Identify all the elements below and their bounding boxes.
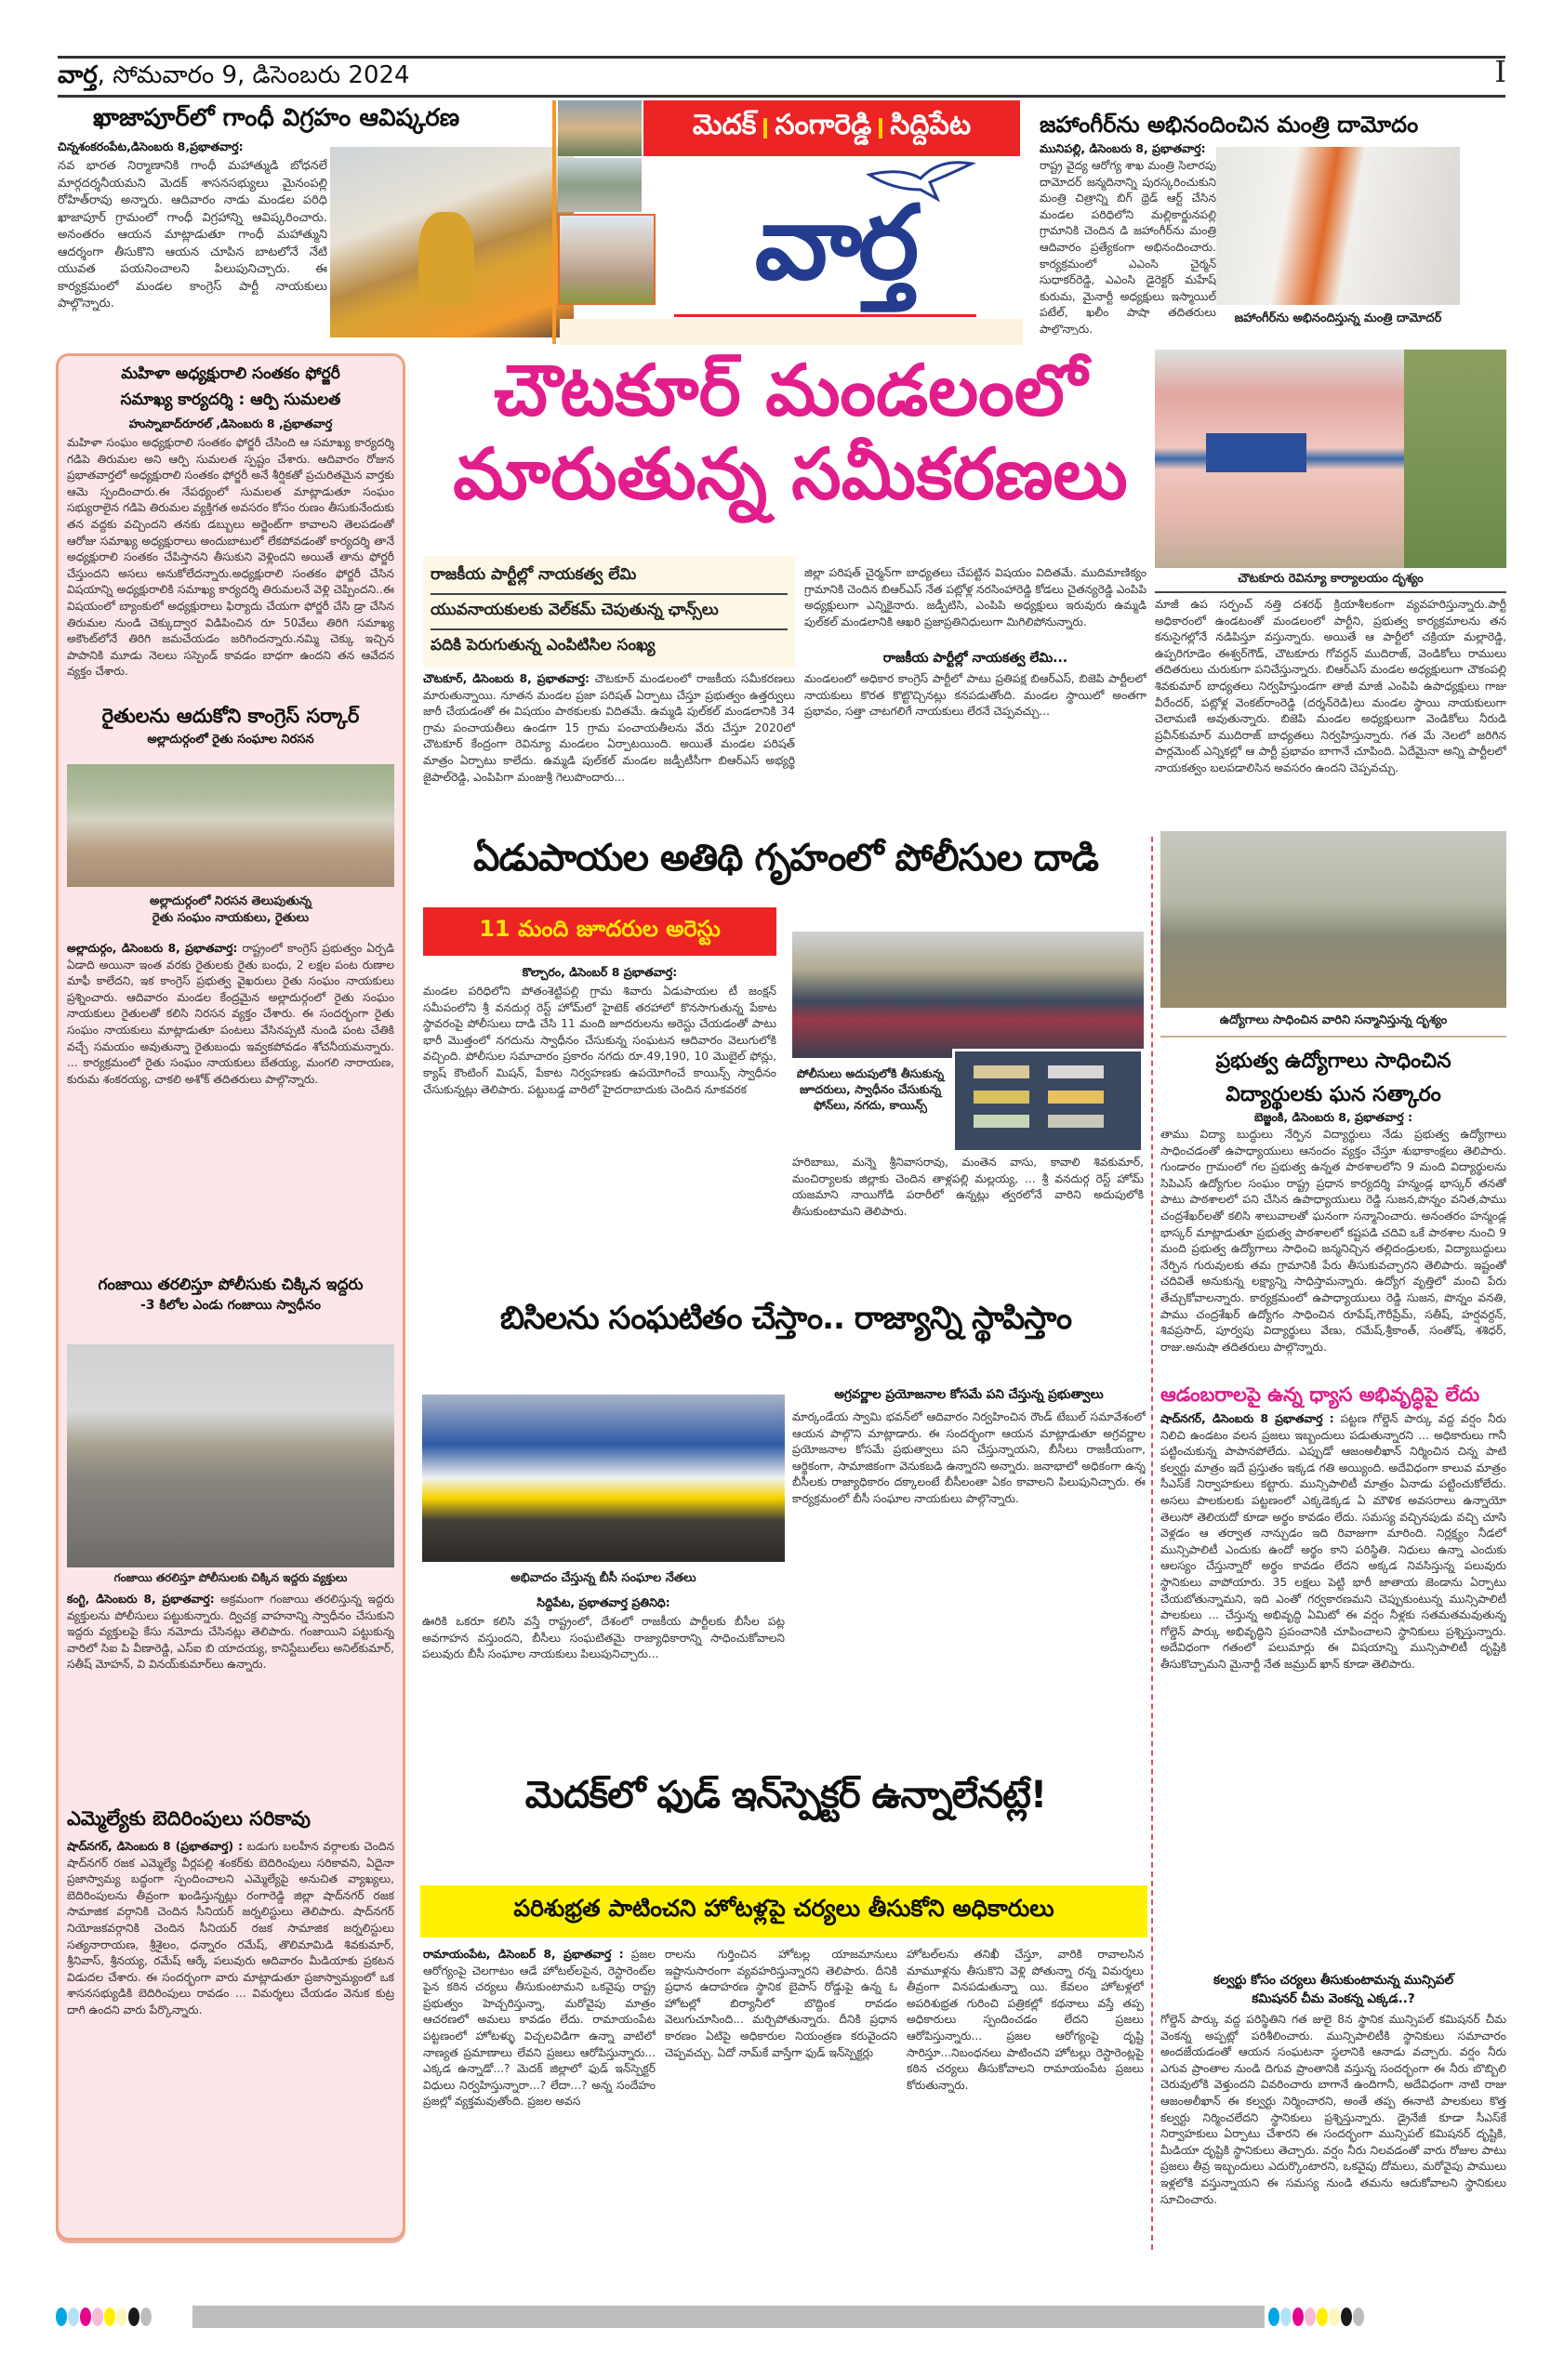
- forgery-dateline: హుస్నాబాద్‌రూరల్ ,డిసెంబరు 8 ,ప్రభాతవార్త: [128, 416, 333, 430]
- gandhi-body: నవ భారత నిర్మాణానికి గాంధీ మహాత్ముడి బోధనలే మార్గదర్శనీయమని మెదక్ శాసనసభ్యులు మైనంపల్లి రోహిత్‌రావు అన్నారు. ఆదివారం నాడు మండల పరిధి ఖాజాపూర్ గ్రామంలో గాంధీ విగ్రహాన్ని ఆవిష్కరించారు. అనంతరం ఆయన మాట్లాడుతూ గాంధీ మహాత్ముని ఆదర్శంగా తీసుకొని ఆయన చూపిన బాటలోనే నేటి యువత పయనించాలని పిలుపునిచ్చారు. ఈ కార్యక్రమంలో మండల కాంగ్రెస్ పార్టీ నాయకులు పాల్గొన్నారు.: [58, 159, 327, 311]
- light-cyan-dot: [68, 2307, 79, 2326]
- banknote: [974, 1115, 1029, 1128]
- ganja-subhead: -3 కిలోల ఎండు గంజాయి స్వాధీనం: [139, 1298, 322, 1313]
- forgery-body: మహిళా సంఘం అధ్యక్షురాలి సంతకం ఫోర్జరీ చేసింది ఆ సమాఖ్య కార్యదర్శి గడిపె తిరుమల అని ఆర్పి సుమలత స్పష్టం చేశారు. ఆదివారం రోజున ప్రభాతవార్తలో అధ్యక్షురాలి సంతకం ఫోర్జరీ అనే శీర్షికతో ప్రచురితమైన వార్తకు ఆమె స్పందించారు.ఈ నేపథ్యంలో సుమలత మాట్లాడుతూ సంఘం సభ్యురాలైన గడిపె తిరుమల వ్యక్తిగత అవసరం కోసం రుణం తీసుకునేందుకు తన వద్దకు వచ్చిందని తనకు డబ్బులు అర్జెంట్‌గా కావాలని తెలపడంతో ఆరోజు సమాఖ్య అధ్యక్షురాలు అందుబాటులో లేకపోవడంతో కార్యదర్శి తానే అధ్యక్షురాలి సంతకం చేపిస్తానని తీసుకుని వెళ్లిందని అయితే తాను ఫోర్జరీ చేస్తుందని అసలు అనుకోలేదన్నారు.అధ్యక్షురాలి సంతకం ఫోర్జరీ చేసిన విషయాన్ని అధ్యక్షురాలికి సమాఖ్య కార్యదర్శి తిరుమలనే వెళ్లి చెప్పిందని..ఈ విషయంలో బ్యాంకులో అధ్యక్షురాలు ఫిర్యాదు చేయగా ఫోర్జరీ చేసి డ్రా చేసిన తిరుమల నుండి చెక్కుద్వార విడిపించిన రూ 50వేలు తిరిగి సమాఖ్య అకౌంట్‌లోనే తిరిగి జమచేయడం జరిగిందన్నారు.నమ్మి చెక్కు ఇచ్చిన పాపానికి మూడు నెలలు సస్పెండ్ కావడం బాధగా ఉందని తన ఆవేదన వ్యక్తం చేశారు.: [67, 436, 394, 679]
- ganja-body-wrap: [67, 1592, 394, 1804]
- ganja-photo: [67, 1344, 394, 1567]
- gray-color-bar: [192, 2306, 1265, 2328]
- forgery-headline-2: సమాఖ్య కార్యదర్శి : ఆర్పి సుమలత: [120, 390, 341, 409]
- bc-headline: బిసిలను సంఘటితం చేస్తాం.. రాజ్యాన్ని స్థాపిస్తాం: [499, 1300, 1072, 1337]
- culvert-headline: ఆడంబరాలపై ఉన్న ధ్యాస అభివృద్ధిపై లేదు: [1160, 1383, 1480, 1406]
- farmers-dateline: అల్లాదుర్గం, డిసెంబరు 8, ప్రభాతవార్త:: [67, 942, 238, 955]
- banknote: [974, 1065, 1029, 1078]
- masthead-tint: [560, 319, 1023, 345]
- column-divider: [1151, 837, 1153, 2250]
- magenta-dot: [80, 2307, 91, 2326]
- raid-body: మండల పరిధిలోని పోతంశెట్టిపల్లి గ్రామ శివారు ఏడుపాయల టీ జంక్షన్ సమీపంలోని శ్రీ వనదుర్గ రెస్ట్ హోమ్‌లో హైటెక్ తరహాలో కొనసాగుతున్న పేకాట స్థావరంపై పోలీసులు దాడి చేసి 11 మంది జూదరులను అరెస్టు చేయడంతో పాటు భారీ మొత్తంలో నగదును స్వాధీనం చేసుకున్న సంఘటన ఆదివారం వెలుగులోకి వచ్చింది. పోలీసుల సమాచారం ప్రకారం నగదు రూ.49,190, 10 మొబైల్ ఫోన్లు, క్యాష్ కౌంటింగ్ మిషన్, పేకాట నిర్వహణకు ఉపయోగించే కాయిన్స్ స్వాధీనం చేసుకున్నట్లు తెలిపారు. పట్టుబడ్డ వారిలో హైదరాబాదుకు చెందిన నూకవరక: [423, 985, 776, 1096]
- farmers-caption-1: అల్లాదుర్గంలో నిరసన తెలుపుతున్న: [150, 894, 311, 908]
- tree: [1404, 350, 1506, 568]
- ganja-dateline: కంగ్టి, డిసెంబరు 8, ప్రభాతవార్త:: [67, 1593, 215, 1606]
- band-divider: [879, 118, 882, 139]
- culvert-body: పట్టణ గోల్డెన్ పార్కు వద్ద వర్షం నీరు నిలిచి ఉండటం వలన ప్రజలు ఇబ్బందులు పడుతున్నారని ... అధికారులు గానీ పట్టించుకున్న పాపానపోలేదు. ఎప్పుడో ఆజంఅలీఖాన్ నిర్మించిన చిన్న పాటి కల్వర్టు మాత్రం ఇదే ప్రస్తుతం ఇక్కడ గతి అయ్యింది. అదేవిధంగా కాలువ మాత్రం సీఎస్‌కే నిర్వాహకులు కట్టారు. మున్సిపాలిటీ మాత్రం ఏనాడు పట్టించుకోలేదు. అసలు పాలకులకు పట్టణంలో ఎక్కడెక్కడ ఏ మౌళిక అవసరాలు ఉన్నాయో తెలుసో తెలియదో కూడా అర్థం కావడం లేదు. సమస్య వచ్చినపుడు వచ్చి చూసి వెళ్లడం ఆ తర్వాత నాన్చుడం ఇది రివాజుగా మారింది. నిర్లక్ష్యం నీడలో మున్సిపాలిటీ ఎందుకు ఉందో అర్థం కాని పరిస్థితి. నిధులు ఉన్నా ఎందుకు ఆలస్యం చేస్తున్నారో అర్థం కావడం లేదని అక్కడ నివసిస్తున్న పలువురు స్థానికులు వాపోయారు. 35 లక్షలు పెట్టి భారీ జాతాయ జెండాను ఏర్పాటు చేయబోతున్నామని, ఇది ఎంతో గర్వకారణమని చెప్పుకుంటున్న మున్సిపాలిటీ పాలకులు ... చేస్తున్న అభివృద్ధి ఏమిటో ఈ వర్షం నీళ్లకు సతమతమవుతున్న గోల్డెన్ పార్కు అభివృద్ధిని ప్రపంచానికి చూపించాలని స్థానికులు ప్రశ్నిస్తున్నారు. అదేవిధంగా గతంలో పలుమార్లు ఈ విషయాన్ని మున్సిపాలిటీ దృష్టికి తీసుకొచ్చామని మైనార్టీ నేత జమ్రుద్ ఖాన్ కూడా తెలిపారు.: [1160, 1412, 1506, 1671]
- lead-deck-3: పదికి పెరుగుతున్న ఎంపిటిసిల సంఖ్య: [431, 636, 656, 654]
- lead-col2: జిల్లా పరిషత్ చైర్మన్‌గా బాధ్యతలు చేపట్టిన విషయం విదితమే. ముదిమాణిక్యం గ్రామానికి చెందిన బిఆర్ఎస్ నేత పట్లోళ్ల నరసింహారెడ్డి కోడలు చైతన్యరెడ్డి ఎంపిపి అధ్యక్షులుగా ఎన్నికైనారు. జడ్పీటిసి, ఎంపిపి అధ్యక్షులు ఇరువురు ఉమ్మడి పుల్‌కల్ మండలానికి ఆఖరి ప్రజాప్రతినిధులుగా మిగిలిపోనున్నారు.: [804, 566, 1146, 628]
- top-rule: [58, 56, 1505, 59]
- lead-headline-1: చౌటకూర్ మండలంలో: [494, 349, 1087, 431]
- band-divider: [763, 118, 767, 139]
- light-magenta-dot: [1305, 2307, 1316, 2326]
- jahangir-caption: జహాంగీర్‌ను అభినందిస్తున్న మంత్రి దామోదర్: [1234, 311, 1442, 325]
- lead-col1: చౌటకూర్ మండలంలో రాజకీయ సమీకరణలు మారుతున్నాయి. నూతన మండల ప్రజా పరిషత్ ఏర్పాటు చేస్తూ ప్రభుత్వం ఉత్తర్వులు జారీ చేయడంతో ఈ విషయం పాఠకులకు విదితమే. ఉమ్మడి పుల్‌కల్ మండలానికి 34 గ్రామ పంచాయతీలు ఉండగా 15 గ్రామ పంచాయతీలను వేరు చేస్తూ 2020లో చౌటకూర్ కేంద్రంగా రెవిన్యూ మండలం ఏర్పాటయింది. అయితే మండల పరిషత్ మాత్రం ఏర్పాటు కాలేదు. ఉమ్మడి పుల్‌కల్ మండల జడ్పీటీసీగా బిఆర్ఎస్ అభ్యర్థి జైపాల్‌రెడ్డి, ఎంపిపిగా మంజుశ్రీ గెలుపొందారు...: [423, 672, 795, 784]
- page-number: I: [1494, 54, 1506, 89]
- bc-dateline: సిద్దిపేట, ప్రభాతవార్త ప్రతినిధి:: [537, 1595, 670, 1609]
- jahangir-headline: జహాంగీర్‌ను అభినందించిన మంత్రి దామోదం: [1040, 112, 1419, 138]
- lead-col2-subhead: రాజకీయ పార్టీల్లో నాయకత్వ లేమి...: [882, 651, 1068, 666]
- culvert-subhead-1: కల్వర్టు కోసం చర్యలు తీసుకుంటామన్న మున్సిపల్: [1213, 1973, 1454, 1988]
- church-photo: [558, 214, 656, 305]
- mla-threat-dateline: షాద్‌నగర్, డిసెంబరు 8 (ప్రభాతవార్త) :: [67, 1840, 244, 1853]
- revenue-office-photo: [1155, 350, 1506, 568]
- light-magenta-dot: [92, 2307, 103, 2326]
- issue-date: సోమవారం 9, డిసెంబరు 2024: [113, 61, 410, 89]
- students-body: తాము విద్యా బుద్ధులు నేర్పిన విద్యార్థులు నేడు ప్రభుత్వ ఉద్యోగాలు సాధించడంతో ఉపాధ్యాయులు ఆనందం వ్యక్తం చేస్తూ శుభాకాంక్షలు తెలిపారు. గుండారం గ్రామంలో గల ప్రభుత్వ ఉన్నత పాఠశాలలోని 9 మంది విద్యార్థులను సిపిఎస్ ఉద్యోగుల సంఘం రాష్ట్ర ప్రధాన కార్యదర్శి హన్మండ్ల భాస్కర్ తనతో పాటు పాఠశాలలో పని చేసిన ఉపాధ్యాయులు రెడ్డి సుజన,పొన్నం వనిత,పాము చంద్రశేఖర్‌లతో కలిసి శాలువాలతో ఘనంగా సన్మానించారు. అనంతరం హన్మండ్ల భాస్కర్ మాట్లాడుతూ ప్రభుత్వ పాఠశాలలో కష్టపడి చదివి ఒకే పాఠశాల నుంచి 9 మంది ప్రభుత్వ ఉద్యోగాలు సాధించి జన్మనిచ్చిన తల్లిదండ్రులకు, విద్యాబుద్ధులు నేర్పిన గురువులకు తమ గ్రామానికి పేరు తీసుకువచ్చారని తెలిపారు. ఇష్టంతో చదివితే అనుకున్న లక్ష్యాన్ని సాధిస్తామన్నారు. ఉద్యోగ వృత్తిలో మంచి పేరు తేచ్చుకోవాలన్నారు. కార్యక్రమంలో ఉపాధ్యాయులు రెడ్డి సుజన, పొన్నం వనతి, పాము చంద్రశేఖర్ ఉద్యోగం సాధించిన రూపేష్,గౌరీప్రేమ్, సతీష్, హర్షవర్దన్, శివప్రసాద్, పూర్వపు విద్యార్థులు వేణు, రమేష్,శ్రీకాంత్, సంతోష్, శశిధర్, రాజు.అనుషా తదితరులు పాల్గొన్నారు.: [1160, 1128, 1506, 1354]
- farmers-caption-2: రైతు సంఘం నాయకులు, రైతులు: [152, 911, 310, 925]
- lead-deck-2: యువనాయకులకు వెల్‌కమ్ చెపుతున్న ఛాన్స్‌లు: [431, 595, 788, 630]
- district-band: [643, 100, 1020, 156]
- gandhi-statue-headline: ఖాజాపూర్‌లో గాంధీ విగ్రహం ఆవిష్కరణ: [93, 104, 460, 132]
- cyan-dot: [1268, 2307, 1279, 2326]
- culvert-body2: గోల్డెన్ పార్కు వద్ద పరిస్థితిని గత జులై 8న స్థానిక మున్సిపల్ కమిషనర్ చీమ వెంకన్న అప్పట్లో పరిశీలించారు. మున్సిపాలిటీకి స్థానికులు సమాచారం అందజేయడంతో ఆయన సంఘటనా స్థలానికి ఆనాడు వచ్చారు. వర్షం నీరు ఎగువ ప్రాంతాల నుండి దిగువ ప్రాంతానికి వస్తున్న సందర్భంగా ఈ నీరు బొబ్బిలి చెరువులోకి వెళ్తుందని వివరించారు బాగానే ఉందిగానీ, అదేవిధంగా నాటి రాజు ఆజంఅలీఖాన్ ఈ కల్వర్టు నిర్మించారని, అంతే తప్ప ఈనాటి పాలకులు కొత్త కల్వర్టు నిర్మించలేదని స్థానికులు ప్రశ్నిస్తున్నారు. డ్రైనేజీ కూడా సీఎస్‌కే నిర్వాహకులు ఏర్పాటు చేశారని ఈ సందర్భంగా మున్సిపల్ కమిషనర్ దృష్టికి, మీడియా దృష్టికి స్థానికులు తెచ్చారు. వర్షం నీరు నిలవడంతో వారు రోజుల పాటు ప్రజలు తీవ్ర ఇబ్బందులు ఎదుర్కొంటారని, ఒకవైపు దోమలు, మరోవైపు పాములు ఇళ్లలోకి వస్తున్నాయని ఈ సమస్య నుండి తమను ఆదుకోవాలని స్థానికులు సూచించారు.: [1160, 2013, 1506, 2206]
- lead-headline-2: మారుతున్న సమీకరణలు: [453, 432, 1128, 515]
- food-col3: హోటల్‌లను తనిఖీ చేస్తూ, వారికి రావాలసిన మామూళ్లను తీసుకొని వెళ్లి పోతున్నా రన్న విమర్శలు తీవ్రంగా వినపడుతున్నా యి. కేవలం హోటళ్లలో అపరిశుభ్రత గురించి పత్రికల్లో కథనాలు వస్తే తప్ప అధికారులు స్పందించడం లేదని ప్రజలు ఆరోపిస్తున్నారు... ప్రజల ఆరోగ్యంపై దృష్టి సారిస్తూ...నిబంధనలు పాటించని హోటల్లు రెస్టారెంట్లపై కఠిన చర్యలు తీసుకోవాలని రామాయంపేట ప్రజలు కోరుతున్నారు.: [907, 1948, 1144, 2092]
- culvert-body-wrap: [1160, 1411, 1506, 1969]
- paper-name: వార్త: [58, 61, 98, 89]
- masthead: [558, 100, 1023, 347]
- raid-dateline: కొల్చారం, డిసెంబర్ 8 ప్రభాతవార్త:: [522, 965, 678, 979]
- banknote: [1048, 1115, 1104, 1128]
- students-rule: [1160, 1036, 1506, 1038]
- ganja-caption: గంజాయి తరలిస్తూ పోలీసులకు చిక్కిన ఇద్దరు వ్యక్తులు: [113, 1571, 348, 1584]
- raid-photo: [792, 932, 1144, 1058]
- farmers-body-wrap: [67, 941, 394, 1271]
- yellow-dot: [104, 2307, 115, 2326]
- food-col2: రాలను గుర్తించిన హోటల్ల యాజమానులు ఇష్టానుసారంగా వ్యవహరిస్తున్నారని తెలిపారు. దీనికి ప్రధాన ఉదాహరణ స్థానిక బైపాస్ రోడ్డుపై ఉన్న ఓ హోటల్లో బిర్యానీలో బొద్దింక రావడం వెలుగుచూసింది... మర్చిపోతున్నారు. దీనికి ప్రధాన కారణం ఏటిపై అధికారుల నియంత్రణ కరువైందని చెప్పవచ్చు. ఏదో నామ్‌కే వాస్తేగా ఫుడ్ ఇన్‌స్పెక్టర్లు: [665, 1948, 897, 2059]
- orange-strip: [552, 100, 556, 344]
- banknote: [1048, 1091, 1104, 1104]
- bc-subhead: అగ్రవర్ణాల ప్రయోజనాల కోసమే పని చేస్తున్న ప్రభుత్వాలు: [834, 1387, 1104, 1402]
- farmers-photo: [67, 764, 394, 887]
- lead-deck-1: రాజకీయ పార్టీల్లో నాయకత్వ లేమి: [431, 560, 788, 595]
- farmers-subhead: అల్లాదుర్గంలో రైతు సంఘాల నిరసన: [147, 733, 314, 747]
- ganja-body: అక్రమంగా గంజాయి తరలిస్తున్న ఇద్దరు వ్యక్తులను పోలీసులు పట్టుకున్నారు. ద్విచక్ర వాహనాన్ని స్వాధీనం చేసుకుని ఇద్దరు వ్యక్తులపై కేసు నమోదు చేసినట్లు తెలిపారు. గంజాయిని పట్టుకున్న వారిలో సిఐ పి వీణారెడ్డి, ఎస్ఐ బి యాదయ్య, కానిస్టేబుల్‌లు అనిల్‌కుమార్, సతీష్ మోహన్, వి వినయ్‌కుమార్‌లు ఉన్నారు.: [67, 1593, 394, 1672]
- food-col1-wrap: [423, 1947, 656, 2244]
- bc-leaders-photo: [422, 1395, 785, 1562]
- jahangir-body: రాష్ట్ర వైద్య ఆరోగ్య శాఖ మంత్రి సిలారపు దామోదర్ జన్మదినాన్ని పురస్కరించుకుని మంత్రి చిత్రాన్ని బిగ్ థ్రెడ్ ఆర్ట్ చేసిన మండల పరిధిలోని మల్లికార్జునపల్లి గ్రామానికి చెందిన డి జహాంగీర్‌ను మంత్రి ఆదివారం ప్రత్యేకంగా అభినందించారు. కార్యక్రమంలో ఎఎంసి చైర్మన్ సుధాకర్‌రెడ్డి, ఎఎంసి డైరెక్టర్ మహేష్ కురుమ, మైనార్టీ అధ్యక్షులు ఇస్మాయిల్ పటేల్, ఖలీం పాషా తదితరులు పాల్గొన్నారు.: [1040, 159, 1216, 335]
- gandhi-statue-photo: [330, 147, 574, 337]
- raid-banner: 11 మంది జూదరుల అరెస్టు: [423, 907, 776, 956]
- registration-marks-left: [56, 2307, 152, 2330]
- food-banner: పరిశుభ్రత పాటించని హోటళ్లపై చర్యలు తీసుకోని అధికారులు: [420, 1885, 1147, 1937]
- light-cyan-dot: [1280, 2307, 1292, 2326]
- raid-body2: హరిబాబు, మన్నె శ్రీనివాసరావు, మంతెన వాసు, కావాలి శివకుమార్, మంచిర్యాలకు జిల్లాకు చెందిన తాళ్లపల్లి మల్లయ్య, ... శ్రీ వనదుర్గ రెస్ట్ హోమ్ యజమాని నాయిగోడి పరారీలో ఉన్నట్లు త్వరలోనే వారిని అదుపులోకి తీసుకుంటామని తెలిపారు.: [792, 1156, 1144, 1218]
- black-dot: [1341, 2307, 1352, 2326]
- banknote: [1048, 1065, 1104, 1078]
- bc-body: ఊరికి ఒకరూ కలిసి వస్తే రాష్ట్రంలో, దేశంలో రాజకీయ పార్టీలకు బీసీల పట్ల అవగాహన వస్తుందని, బీసీలు సంఘటితమై రాజ్యాధికారాన్ని సాధించుకోవాలని పలువురు బీసీ సంఘాల నాయకులు పిలుపునిచ్చారు...: [422, 1615, 785, 1661]
- students-dateline: బెజ్జంకి, డిసెంబరు 8, ప్రభాతవార్త :: [1254, 1110, 1412, 1124]
- gray-dot: [140, 2307, 152, 2326]
- food-col1: ప్రజల ఆరోగ్యంపై చెలగాటం ఆడే హోటల్‌లపైన, రెస్టారెంట్‌ల పైన కఠిన చర్యలు తీసుకుంటామని ఒకవైపు రాష్ట్ర ప్రభుత్వం హెచ్చరిస్తున్నా, మరోవైపు మాత్రం ఆచరణలో అమలు కావడం లేదు. రామాయంపేట పట్టణంలో హోటళ్ళు విచ్చలవిడిగా ఉన్నా వాటిలో నాణ్యత ప్రమాణాలు లేవని ప్రజలు ఆరోపిస్తున్నారు... ఎక్కడ ఉన్నాడో...? మెదక్ జిల్లాలో ఫుడ్ ఇన్‌స్పెక్టర్ విధులు నిర్వహిస్తున్నారా...? లేదా...? అన్న సందేహం ప్రజల్లో వ్యక్తమవుతోంది. ప్రజల అవస: [423, 1948, 656, 2109]
- forgery-story: [67, 364, 394, 434]
- revenue-office-caption: చౌటకూరు రెవిన్యూ కార్యాలయం దృశ్యం: [1238, 572, 1424, 586]
- farmers-headline: రైతులను ఆదుకోని కాంగ్రెస్ సర్కార్: [101, 705, 360, 727]
- lead-col3-rule: [1155, 591, 1506, 593]
- students-headline-1: ప్రభుత్వ ఉద్యోగాలు సాధించిన: [1215, 1050, 1451, 1073]
- jahangir-dateline: మునిపల్లి, డిసెంబరు 8, ప్రభాతవార్త:: [1040, 141, 1206, 155]
- light-yellow-dot: [116, 2307, 127, 2326]
- raid-headline: ఏడుపాయల అతిథి గృహంలో పోలీసుల దాడి: [473, 837, 1098, 879]
- mla-threat-body-wrap: [67, 1839, 394, 2229]
- food-dateline: రామాయంపేట, డిసెంబర్ 8, ప్రభాతవార్త :: [423, 1948, 624, 1961]
- raid-photo-caption: పోలీసులు అదుపులోకి తీసుకున్న జూదరులు, స్వాధీనం చేసుకున్న ఫోన్‌లు, నగదు, కాయిన్స్: [796, 1066, 945, 1112]
- farmers-caption: [67, 894, 394, 928]
- lead-dateline: చౌటకూర్, డిసెంబరు 8, ప్రభాతవార్త:: [423, 672, 590, 685]
- students-headline: [1160, 1045, 1506, 1112]
- folio-rule: [58, 95, 1505, 98]
- temple-photo: [558, 100, 642, 156]
- students-photo: [1160, 831, 1506, 1008]
- students-headline-2: విద్యార్థులకు ఘన సత్కారం: [1226, 1083, 1441, 1106]
- food-headline: మెదక్‌లో ఫుడ్ ఇన్‌స్పెక్టర్ ఉన్నాలేనట్లే!: [524, 1774, 1047, 1817]
- lead-headline: [437, 349, 1144, 516]
- banknote: [974, 1091, 1029, 1104]
- mla-threat-body: బడుగు బలహీన వర్గాలకు చెందిన షాద్‌నగర్ రజక ఎమ్మెల్యే వీర్లపల్లి శంకర్‌కు బెదిరింపులు సరికావని, ఏదైనా ప్రజాస్వామ్య బద్ధంగా స్పందించాలని ఎమ్మెల్యేపై అనుచిత వ్యాఖ్యలు, బెదిరింపులను తీవ్రంగా ఖండిస్తున్నట్లు రంగారెడ్డి జిల్లా షాద్‌నగర్ రజక సామాజిక వర్గానికి చెందిన సీనియర్ జర్నలిస్టులు తెలిపారు. షాద్‌నగర్ నియోజకవర్గానికి చెందిన సీనియర్ రజక సామాజిక జర్నలిస్టులు సత్యనారాయణ, శ్రీశైలం, ధన్నారం రమేష్, తొలిమామిడి శివకుమార్, శ్రీనివాస్, శ్రీనయ్య, రమేష్ ఆర్కే పలువురు ఆదివారం మీడియాకు ప్రకటన విడుదల చేశారు. ఈ సందర్భంగా వారు మాట్లాడుతూ ప్రజాస్వామ్యంలో ఒక శాసనసభ్యుడికి బెదిరింపులు రావడం ... విమర్శలు చేయడం వెనుక కుట్ర దాగి ఉందని వారు పేర్కొన్నారు.: [67, 1840, 394, 2016]
- logo-underline: [674, 314, 976, 317]
- forgery-headline-1: మహిళా అధ్యక్షురాలి సంతకం ఫోర్జరీ: [121, 364, 340, 383]
- students-photo-caption: ఉద్యోగాలు సాధించిన వారిని సన్మానిస్తున్న దృశ్యం: [1219, 1013, 1448, 1027]
- statue-shape: [418, 212, 474, 305]
- lead-col3: మాజీ ఉప సర్పంచ్ నత్తి దశరథ్ క్రియాశీలకంగా వ్యవహరిస్తున్నారు.పార్టీ అధికారంలో ఉండటంతో మండలంలో పార్టీని, ప్రభుత్వ కార్యక్రమాలను తన కనుసైగల్లోనే నడిపిస్తూ వస్తున్నారు. అయితే ఆ పార్టీలో చక్రియా మల్లారెడ్డి, ఉప్పరిగూడెం ఈశ్వర్‌గౌడ్, చౌటకూరు గోవర్దన్ ముదిరాజ్, వెండికోలు రాములు తదితరులు చురుకుగా పనిచేస్తున్నారు. బిఆర్ఎస్ మండల అధ్యక్షులుగా చౌకంపల్లి శివకుమార్ బాధ్యతలు నిర్వహిస్తుండగా తాజీ మాజీ ఎంపిపి ఉపాధ్యక్షులు గాజు వీరేందర్, పట్లోళ్ల వెంకట్‌రాంరెడ్డి (దర్శన్‌రెడి)లు మండల స్థాయి నాయకులుగా చెలామణి అవుతున్నారు. బిజెపి మండల అధ్యక్షులుగా వెండికోలు నీరుడి ప్రవీన్‌కుమార్ ముదిరాజ్ బాధ్యతలు నిర్వహిస్తున్నారు. గత మే నెలలో జరిగిన పార్లమెంట్ ఎన్నికల్లో ఆ పార్టీ ప్రభావం బాగానే చూపింది. ఏదేమైనా అన్ని పార్టీలలో నాయకత్వం బలపడాలిసిన అవసరం ఉందని చెప్పవచ్చు.: [1155, 598, 1506, 774]
- lead-col1-wrap: [423, 671, 795, 818]
- cyan-dot: [56, 2307, 67, 2326]
- seized-cash-photo: [952, 1049, 1144, 1153]
- district-siddipet: సిద్దిపేట: [890, 109, 972, 141]
- folio: వార్త, సోమవారం 9, డిసెంబరు 2024: [58, 61, 410, 89]
- bc-photo-caption: అభివాదం చేస్తున్న బీసీ సంఘాల నేతలు: [510, 1571, 696, 1585]
- district-medak: మెదక్: [692, 109, 757, 141]
- ganja-headline: గంజాయి తరలిస్తూ పోలీసుకు చిక్కిన ఇద్దరు: [98, 1276, 364, 1294]
- culvert-dateline: షాద్‌నగర్, డిసెంబరు 8 ప్రభాతవార్త :: [1160, 1412, 1334, 1425]
- yellow-dot: [1317, 2307, 1328, 2326]
- light-yellow-dot: [1329, 2307, 1340, 2326]
- jahangir-photo: [1216, 147, 1460, 305]
- lead-deck-box: [423, 556, 795, 668]
- masthead-logo: వార్త: [754, 183, 916, 302]
- fountain-photo: [558, 158, 642, 212]
- office-signboard: [1206, 433, 1306, 472]
- mla-threat-headline: ఎమ్మెల్యేకు బెదిరింపులు సరికావు: [67, 1807, 311, 1830]
- magenta-dot: [1292, 2307, 1304, 2326]
- gandhi-dateline: చిన్నశంకరంపేట,డిసెంబరు 8,ప్రభాతవార్త:: [58, 139, 244, 153]
- lead-col2b: మండలంలో అధికార కాంగ్రెస్ పార్టీలో పాటు ప్రతిపక్ష బిఆర్ఎస్, బిజెపి పార్టీలలో నాయకులు కొరత కొట్టొచ్చినట్లు కనపడుతోంది. మండల స్థాయిలో అంతగా ప్రభావం, సత్తా చాటగలిగే నాయకులు లేరనే చెప్పవచ్చు...: [804, 672, 1146, 719]
- black-dot: [128, 2307, 139, 2326]
- culvert-subhead-2: కమిషనర్ చీమ వెంకన్న ఎక్కడ..?: [1252, 1991, 1415, 2006]
- district-sangareddy: సంగారెడ్డి: [775, 109, 872, 141]
- bc-body-right: మార్కండేయ స్వామి భవన్‌లో ఆదివారం నిర్వహించిన రౌండ్ టేబుల్ సమావేశంలో ఆయన పాల్గొని మాట్లాడారు. ఈ సందర్భంగా ఆయన మాట్లాడుతూ అగ్రవర్ణాల ప్రయోజనాల కోసమే ప్రభుత్వాలు పని చేస్తున్నాయని, బీసీలు రాజకీయంగా, ఆర్థికంగా, సామాజికంగా వెనుకబడి ఉన్నారని అన్నారు. జనాభాలో అధికంగా ఉన్న బీసీలకు రాజ్యాధికారం దక్కాలంటే బీసీలంతా ఏకం కావాలని పిలుపునిచ్చారు. ఈ కార్యక్రమంలో బీసీ సంఘాల నాయకులు పాల్గొన్నారు.: [792, 1410, 1146, 1505]
- registration-marks-right: [1268, 2307, 1365, 2330]
- culvert-subhead: [1160, 1971, 1506, 2008]
- farmers-body: రాష్ట్రంలో కాంగ్రెస్ ప్రభుత్వం ఏర్పడి ఏడాది అయినా ఇంత వరకు రైతులకు రైతు బంధు, 2 లక్షల పంట రుణాల మాఫీ కాలేదని, ఇక కాంగ్రెస్ ప్రభుత్వ వైఖరులు రైతు సంఘం నాయకులు ప్రశ్నించారు. ఆదివారం మండల కేంద్రమైన అల్లాదుర్గంలో రైతు సంఘం నాయకులు రైతులతో కలిసి నిరసన వ్యక్తం చేశారు. ఈ సందర్భంగా రైతు సంఘం నాయకులు మాట్లాడుతూ పంటలు వేసినప్పటి నుండి పంట చేతికి వచ్చే సమయం అవుతున్నా రైతుబంధు ఇవ్వకపోవడం శోచనీయమన్నారు. ... కార్యక్రమంలో రైతు సంఘం నాయకులు బేతయ్య, మంగలి నారాయణ, కురుమ శంకరయ్య, చాకలి అశోక్ తదితరులు పాల్గొన్నారు.: [67, 942, 394, 1086]
- gray-dot: [1353, 2307, 1364, 2326]
